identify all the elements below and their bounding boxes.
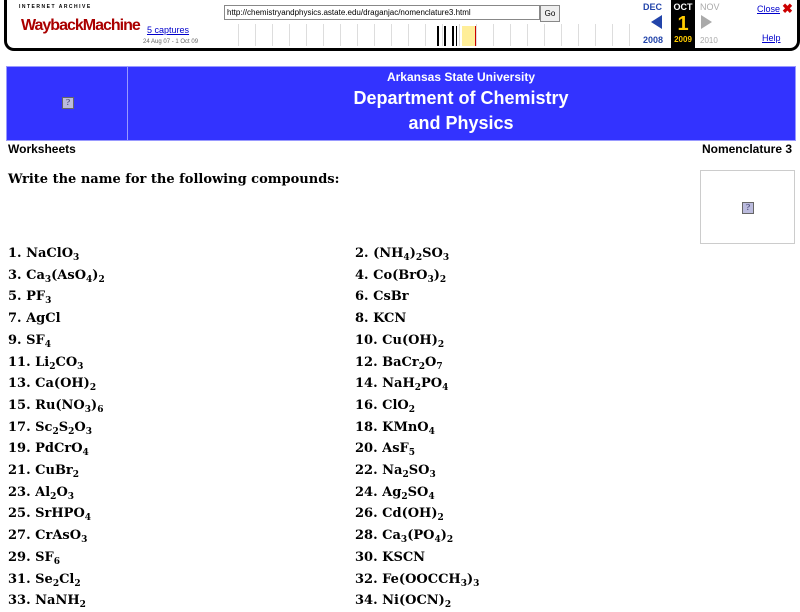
formula-text: 4. Co(BrO: [355, 267, 428, 283]
formula-text: 33. NaNH: [8, 593, 80, 609]
subscript: 6: [97, 404, 104, 415]
department-line1: Department of Chemistry: [353, 88, 569, 108]
subscript: 3: [45, 296, 52, 307]
subscript: 2: [50, 491, 57, 502]
formula-text: 29. SF: [8, 549, 54, 565]
formula-text: O: [425, 354, 437, 370]
formula-text: 19. PdCrO: [8, 441, 83, 457]
subscript: 2: [437, 513, 444, 524]
question-item: [355, 569, 479, 591]
formula-text: 15. Ru(NO: [8, 397, 85, 413]
formula-text: 11. Li: [8, 354, 50, 370]
formula-text: 18. KMnO: [355, 419, 429, 435]
question-item: [8, 503, 91, 525]
broken-image-icon: ?: [742, 202, 754, 214]
formula-text: 12. BaCr: [355, 354, 419, 370]
formula-text: Cl: [59, 571, 75, 587]
department-line2: and Physics: [408, 113, 514, 133]
formula-text: 24. Ag: [355, 484, 402, 500]
formula-text: 14. NaH: [355, 376, 415, 392]
question-item: [355, 482, 435, 504]
go-button[interactable]: Go: [540, 5, 560, 22]
subscript: 2: [98, 274, 105, 285]
subscript: 5: [408, 448, 416, 459]
question-item: [355, 525, 453, 547]
captures-link[interactable]: 5 captures: [147, 25, 190, 35]
subscript: 3: [427, 274, 434, 285]
question-item: [355, 330, 444, 352]
subscript: 2: [415, 253, 423, 263]
next-month: NOV: [700, 2, 720, 12]
formula-text: ): [91, 397, 98, 413]
current-capture-mark[interactable]: [475, 26, 476, 46]
formula-text: 25. SrHPO: [8, 506, 85, 522]
question-item: [8, 286, 51, 308]
formula-text: ): [440, 528, 447, 544]
formula-text: SO: [408, 463, 430, 478]
subscript: 3: [77, 361, 84, 372]
subscript: 2: [49, 361, 56, 372]
subscript: 4: [428, 426, 435, 437]
subscript: 3: [85, 426, 92, 437]
question-item: [355, 265, 446, 287]
formula-text: ): [92, 267, 99, 283]
formula-text: 8. KCN: [355, 311, 407, 327]
close-icon[interactable]: ✖: [782, 1, 793, 16]
question-item: [355, 590, 451, 612]
question-item: [8, 438, 89, 460]
formula-text: 17. Sc: [8, 419, 53, 435]
question-item: [8, 569, 81, 591]
broken-image-icon: ?: [62, 97, 74, 109]
subscript: 3: [73, 253, 80, 263]
formula-text: 20. AsF: [355, 441, 409, 457]
question-item: [8, 547, 60, 569]
worksheets-label: Worksheets: [8, 142, 76, 156]
page-label: Nomenclature 3: [701, 142, 792, 156]
formula-text: 28. Ca: [355, 528, 401, 544]
capture-mark[interactable]: [456, 26, 457, 46]
prev-month[interactable]: DEC: [643, 2, 663, 12]
formula-text: 31. Se: [8, 571, 53, 587]
capture-mark[interactable]: [437, 26, 439, 46]
formula-text: 32. Fe(OOCCH: [355, 571, 461, 587]
subscript: 2: [52, 578, 60, 589]
capture-mark[interactable]: [444, 26, 446, 46]
subscript: 4: [84, 513, 92, 524]
question-item: [8, 243, 79, 265]
question-item: [8, 308, 61, 330]
question-item: [355, 460, 436, 482]
subscript: 2: [74, 578, 81, 589]
formula-text: 21. CuBr: [8, 463, 73, 478]
subscript: 3: [67, 491, 75, 502]
close-link[interactable]: Close: [757, 4, 781, 14]
question-item: [8, 330, 51, 352]
question-item: [355, 503, 444, 525]
formula-text: 9. SF: [8, 332, 45, 348]
formula-text: 1. NaClO: [8, 246, 74, 261]
question-item: [8, 417, 92, 439]
question-item: [355, 547, 425, 569]
subscript: 2: [446, 535, 454, 546]
subscript: 3: [442, 253, 450, 263]
subscript: 3: [400, 535, 408, 546]
url-input[interactable]: http://chemistryandphysics.astate.edu/draganjac/nomenclature3.html: [224, 5, 540, 20]
question-item: [355, 395, 415, 417]
subscript: 3: [473, 578, 480, 589]
subscript: 4: [428, 491, 435, 502]
formula-text: (AsO: [51, 267, 87, 283]
question-item: [355, 417, 435, 439]
formula-text: 10. Cu(OH): [355, 332, 438, 348]
subscript: 2: [72, 470, 80, 480]
formula-text: 16. ClO: [355, 397, 409, 413]
formula-text: 6. CsBr: [355, 289, 409, 305]
current-date: [671, 0, 695, 48]
next-year: 2010: [700, 36, 718, 45]
subscript: 3: [84, 404, 92, 415]
subscript: 6: [53, 556, 61, 567]
question-item: [355, 373, 448, 395]
formula-text: 23. Al: [8, 484, 51, 500]
formula-text: PO: [421, 376, 443, 392]
subscript: 2: [402, 470, 409, 480]
subscript: 2: [89, 383, 97, 394]
subscript: 4: [403, 253, 410, 263]
subscript: 2: [444, 600, 452, 611]
formula-text: 3. Ca: [8, 267, 45, 283]
formula-text: 27. CrAsO: [8, 528, 82, 544]
subscript: 2: [79, 600, 86, 611]
subscript: 2: [401, 491, 408, 502]
prev-arrow-icon[interactable]: [651, 15, 662, 29]
captures-range: 24 Aug 07 - 1 Oct 09: [143, 39, 199, 45]
subscript: 2: [408, 404, 416, 415]
capture-mark[interactable]: [452, 26, 454, 46]
formula-text: 2. (NH: [355, 246, 404, 261]
subscript: 3: [460, 578, 467, 589]
formula-text: O: [56, 484, 68, 500]
question-item: [8, 590, 86, 612]
formula-text: 34. Ni(OCN): [355, 593, 445, 609]
formula-text: 22. Na: [355, 463, 403, 478]
question-item: [8, 525, 87, 547]
formula-text: S: [58, 419, 69, 435]
subscript: 2: [439, 274, 447, 285]
subscript: 2: [52, 426, 59, 437]
formula-text: ): [409, 246, 416, 261]
question-item: [355, 243, 449, 265]
subscript: 2: [437, 339, 445, 350]
formula-text: ): [433, 267, 440, 283]
subscript: 7: [436, 361, 443, 372]
next-arrow-icon: [701, 15, 712, 29]
formula-text: 7. AgCl: [8, 311, 61, 327]
question-item: [355, 308, 406, 330]
banner-left-cell: [7, 67, 128, 140]
image-box: [700, 170, 795, 244]
question-item: [8, 395, 103, 417]
instructions: Write the name for the following compounds:: [8, 172, 340, 187]
formula-text: (PO: [407, 528, 435, 544]
wayback-logo[interactable]: WaybackMachine: [21, 17, 140, 34]
subscript: 2: [418, 361, 426, 372]
wayback-logo-top: INTERNET ARCHIVE: [19, 4, 92, 10]
subscript: 3: [44, 274, 52, 285]
subscript: 3: [429, 470, 436, 480]
question-item: [8, 265, 105, 287]
header-banner: [6, 66, 796, 141]
current-day: 1: [677, 13, 689, 35]
formula-text: CO: [55, 354, 78, 370]
formula-text: ): [466, 571, 474, 587]
subscript: 2: [414, 383, 421, 394]
help-link[interactable]: Help: [762, 33, 781, 43]
formula-text: 26. Cd(OH): [355, 506, 438, 522]
subscript: 2: [68, 426, 75, 437]
formula-text: 30. KSCN: [355, 549, 426, 565]
wayback-toolbar: [4, 0, 800, 51]
university-name: Arkansas State University: [386, 70, 536, 84]
current-year: 2009: [674, 35, 692, 44]
subscript: 4: [44, 339, 51, 350]
formula-text: O: [74, 419, 86, 435]
question-item: [8, 482, 74, 504]
subscript: 4: [86, 274, 93, 285]
formula-text: 13. Ca(OH): [8, 376, 90, 392]
current-year-highlight: [462, 26, 476, 46]
subscript: 3: [81, 535, 88, 546]
formula-text: SO: [422, 246, 443, 261]
question-item: [355, 352, 443, 374]
subscript: 4: [434, 535, 441, 546]
subscript: 4: [82, 448, 89, 459]
question-item: [355, 286, 409, 308]
question-item: [8, 352, 83, 374]
formula-text: 5. PF: [8, 289, 46, 305]
subscript: 4: [442, 383, 449, 394]
question-item: [355, 438, 415, 460]
current-month: OCT: [673, 2, 693, 12]
question-item: [8, 373, 96, 395]
prev-year[interactable]: 2008: [643, 35, 664, 45]
formula-text: SO: [407, 484, 429, 500]
question-item: [8, 460, 79, 482]
capture-timeline[interactable]: [222, 24, 637, 46]
